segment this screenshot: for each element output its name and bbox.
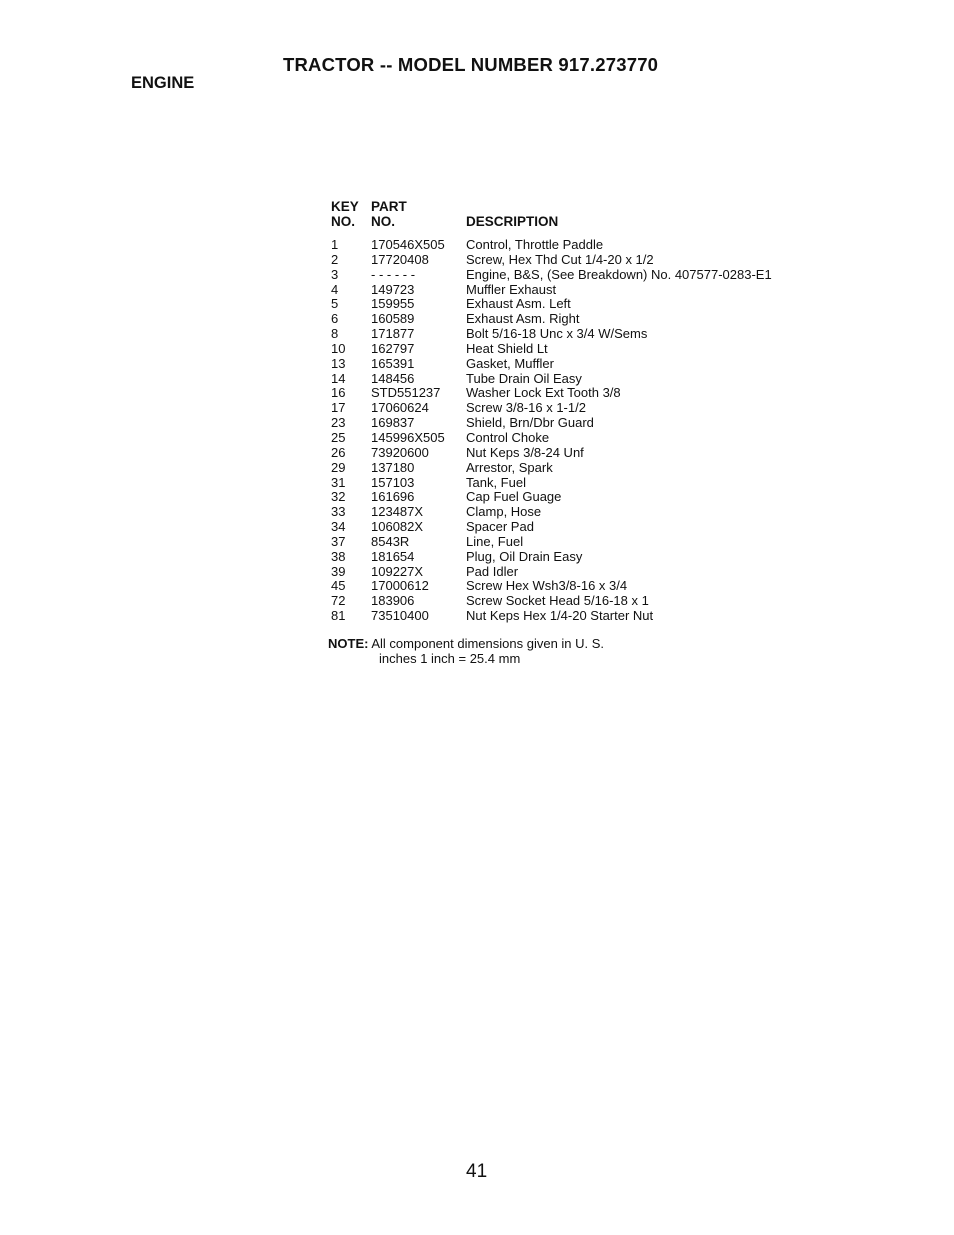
description-cell: Tube Drain Oil Easy [466, 370, 582, 386]
table-row [331, 297, 891, 312]
description-cell: Pad Idler [466, 563, 519, 579]
description-cell: Bolt 5/16-18 Unc x 3/4 W/Sems [466, 326, 648, 342]
note-label: NOTE: [328, 636, 369, 651]
description-cell: Screw Hex Wsh3/8-16 x 3/4 [466, 578, 628, 594]
key-no-cell: 39 [331, 563, 346, 579]
part-no-cell: 170546X505 [371, 237, 445, 252]
part-no-cell: 171877 [371, 326, 415, 342]
description-cell: Control Choke [466, 429, 550, 445]
table-row [331, 594, 891, 609]
description-cell: Muffler Exhaust [466, 281, 557, 297]
part-no-cell: 17720408 [371, 251, 429, 267]
description-cell: Nut Keps Hex 1/4-20 Starter Nut [466, 608, 654, 624]
table-row [331, 327, 891, 342]
part-no-cell: 157103 [371, 474, 415, 490]
page-title: TRACTOR -- MODEL NUMBER 917.273770 [283, 54, 659, 75]
key-no-cell: 37 [331, 533, 346, 549]
table-row [331, 312, 891, 327]
part-no-cell: 137180 [371, 459, 415, 475]
part-no-cell: 162797 [371, 340, 415, 356]
table-row [331, 505, 891, 520]
part-no-cell: 161696 [371, 489, 415, 505]
table-row [331, 579, 891, 594]
key-no-cell: 2 [331, 251, 339, 267]
description-cell: Exhaust Asm. Left [466, 296, 571, 312]
description-cell: Plug, Oil Drain Easy [466, 548, 583, 564]
table-row [331, 431, 891, 446]
description-cell: Exhaust Asm. Right [466, 311, 580, 327]
part-no-cell: 169837 [371, 415, 415, 431]
key-no-cell: 3 [331, 266, 339, 282]
table-row [331, 238, 891, 253]
key-no-cell: 72 [331, 593, 346, 609]
key-no-cell: 26 [331, 444, 346, 460]
description-cell: Nut Keps 3/8-24 Unf [466, 444, 584, 460]
table-row [331, 253, 891, 268]
key-no-cell: 25 [331, 429, 346, 445]
description-cell: Cap Fuel Guage [466, 489, 562, 505]
description-cell: Gasket, Muffler [466, 355, 554, 371]
table-row [331, 490, 891, 505]
description-cell: Screw 3/8-16 x 1-1/2 [466, 400, 586, 416]
key-no-cell: 45 [331, 578, 346, 594]
part-no-cell: 17000612 [371, 578, 429, 594]
key-no-cell: 31 [331, 474, 346, 490]
header-part: PART [371, 199, 407, 214]
table-row [331, 520, 891, 535]
description-cell: Tank, Fuel [466, 474, 526, 490]
key-no-cell: 32 [331, 489, 346, 505]
table-row [331, 416, 891, 431]
key-no-cell: 14 [331, 370, 346, 386]
section-title: ENGINE [131, 74, 195, 92]
table-row [331, 372, 891, 387]
key-no-cell: 6 [331, 311, 339, 327]
key-no-cell: 81 [331, 608, 346, 624]
part-no-cell: 149723 [371, 281, 415, 297]
key-no-cell: 17 [331, 400, 346, 416]
table-row [331, 535, 891, 550]
description-cell: Heat Shield Lt [466, 340, 548, 356]
part-no-cell: 123487X [371, 504, 424, 520]
description-cell: Shield, Brn/Dbr Guard [466, 415, 594, 431]
description-cell: Washer Lock Ext Tooth 3/8 [466, 385, 621, 401]
note-line1: All component dimensions given in U. S. [371, 636, 605, 651]
key-no-cell: 10 [331, 340, 346, 356]
header-key-no: NO. [331, 214, 356, 229]
table-row [331, 476, 891, 491]
key-no-cell: 34 [331, 519, 346, 535]
table-body [331, 238, 891, 624]
note-line2: inches 1 inch = 25.4 mm [379, 651, 521, 666]
part-no-cell: 17060624 [371, 400, 429, 416]
key-no-cell: 38 [331, 548, 346, 564]
part-no-cell: 160589 [371, 311, 415, 327]
table-row [331, 446, 891, 461]
key-no-cell: 13 [331, 355, 346, 371]
part-no-cell: 106082X [371, 519, 424, 535]
description-cell: Arrestor, Spark [466, 459, 553, 475]
key-no-cell: 4 [331, 281, 339, 297]
part-no-cell: 183906 [371, 593, 415, 609]
table-row [331, 401, 891, 416]
key-no-cell: 29 [331, 459, 346, 475]
part-no-cell: 73920600 [371, 444, 429, 460]
description-cell: Spacer Pad [466, 519, 534, 535]
part-no-cell: - - - - - - [371, 266, 416, 282]
header-key: KEY [331, 199, 359, 214]
key-no-cell: 5 [331, 296, 339, 312]
page-number: 41 [466, 1161, 488, 1182]
header-description: DESCRIPTION [466, 214, 559, 229]
description-cell: Control, Throttle Paddle [466, 237, 604, 252]
table-row [331, 461, 891, 476]
part-no-cell: 159955 [371, 296, 415, 312]
table-row [331, 283, 891, 298]
part-no-cell: 8543R [371, 533, 410, 549]
part-no-cell: 165391 [371, 355, 415, 371]
part-no-cell: 109227X [371, 563, 424, 579]
part-no-cell: 181654 [371, 548, 415, 564]
table-row [331, 550, 891, 565]
description-cell: Clamp, Hose [466, 504, 542, 520]
header-part-no: NO. [371, 214, 396, 229]
table-row [331, 342, 891, 357]
key-no-cell: 1 [331, 237, 339, 252]
description-cell: Engine, B&S, (See Breakdown) No. 407577-0283-E1 [466, 266, 772, 282]
part-no-cell: STD551237 [371, 385, 441, 401]
key-no-cell: 23 [331, 415, 346, 431]
table-row [331, 268, 891, 283]
table-row [331, 565, 891, 580]
description-cell: Screw, Hex Thd Cut 1/4-20 x 1/2 [466, 251, 654, 267]
part-no-cell: 145996X505 [371, 429, 445, 445]
key-no-cell: 8 [331, 326, 339, 342]
key-no-cell: 16 [331, 385, 346, 401]
description-cell: Line, Fuel [466, 533, 524, 549]
part-no-cell: 148456 [371, 370, 415, 386]
key-no-cell: 33 [331, 504, 346, 520]
note [328, 636, 604, 666]
table-row [331, 609, 891, 624]
table-row [331, 386, 891, 401]
part-no-cell: 73510400 [371, 608, 429, 624]
description-cell: Screw Socket Head 5/16-18 x 1 [466, 593, 649, 609]
table-row [331, 357, 891, 372]
